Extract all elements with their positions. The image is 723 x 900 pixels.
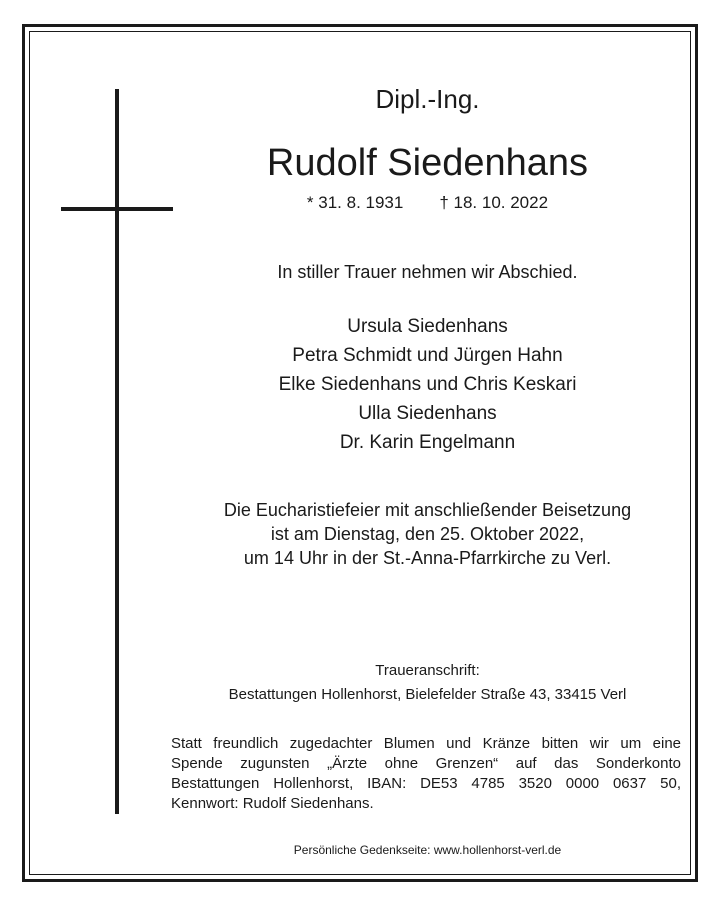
mourning-address: Bestattungen Hollenhorst, Bielefelder Straße 43, 33415 Verl	[228, 686, 627, 703]
service-line: ist am Dienstag, den 25. Oktober 2022,	[270, 524, 585, 544]
memorial-page-link[interactable]: Persönliche Gedenkseite: www.hollenhorst-verl.de	[293, 843, 562, 857]
cross-icon-vertical-bar	[115, 89, 119, 814]
service-line: um 14 Uhr in der St.-Anna-Pfarrkirche zu Verl.	[243, 548, 612, 568]
service-announcement	[175, 498, 680, 570]
mourner-name: Elke Siedenhans und Chris Keskari	[278, 374, 577, 395]
death-date: † 18. 10. 2022	[439, 193, 549, 212]
mourner-name: Dr. Karin Engelmann	[339, 432, 516, 453]
donation-line: Statt freundlich zugedachter Blumen und Kränze bitten wir um eine	[171, 735, 681, 752]
donation-line: Spende zugunsten „Ärzte ohne Grenzen“ auf das Sonderkonto	[171, 755, 681, 772]
cross-icon-horizontal-bar	[61, 207, 173, 211]
mourner-name: Ursula Siedenhans	[347, 316, 508, 337]
mourners-list	[175, 312, 680, 457]
service-line: Die Eucharistiefeier mit anschließender Beisetzung	[223, 500, 632, 520]
mourner-name: Petra Schmidt und Jürgen Hahn	[292, 345, 563, 366]
mourner-name: Ulla Siedenhans	[358, 403, 497, 424]
deceased-name: Rudolf Siedenhans	[266, 142, 589, 184]
life-dates	[175, 193, 680, 213]
birth-date: * 31. 8. 1931	[306, 193, 404, 212]
address-label: Traueranschrift:	[375, 662, 480, 679]
farewell-line: In stiller Trauer nehmen wir Abschied.	[277, 262, 578, 282]
donation-line: Kennwort: Rudolf Siedenhans.	[171, 795, 374, 812]
donation-notice	[171, 734, 681, 814]
academic-title: Dipl.-Ing.	[375, 84, 480, 114]
donation-line: Bestattungen Hollenhorst, IBAN: DE53 4785 3520 0000 0637 50,	[171, 775, 681, 792]
